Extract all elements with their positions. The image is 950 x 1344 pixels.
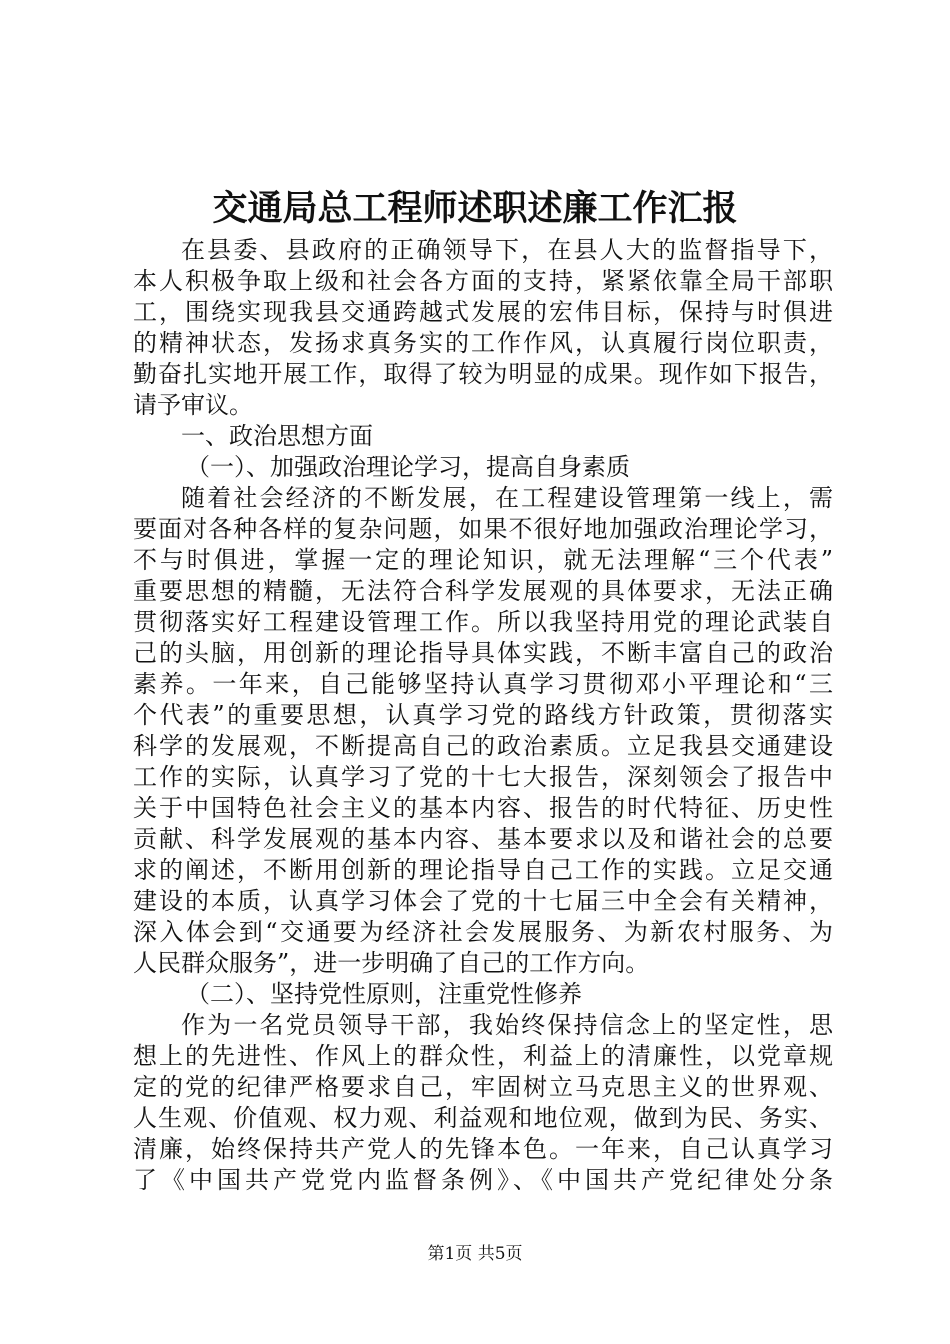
body-line: 不与时俱进，掌握一定的理论知识，就无法理解“三个代表”: [133, 546, 833, 574]
body-line: 人民群众服务”，进一步明确了自己的工作方向。: [133, 949, 650, 977]
body-line: 重要思想的精髓，无法符合科学发展观的具体要求，无法正确: [133, 577, 833, 605]
body-line: 作为一名党员领导干部，我始终保持信念上的坚定性，思: [181, 1011, 833, 1039]
body-line: 勤奋扎实地开展工作，取得了较为明显的成果。现作如下报告，: [133, 360, 833, 388]
body-line: 关于中国特色社会主义的基本内容、报告的时代特征、历史性: [133, 794, 833, 822]
body-line: 要面对各种各样的复杂问题，如果不很好地加强政治理论学习，: [133, 515, 833, 543]
subsection-heading: （二）、坚持党性原则，注重党性修养: [186, 980, 582, 1008]
body-line: 求的阐述，不断用创新的理论指导自己工作的实践。立足交通: [133, 856, 833, 884]
body-line: 工作的实际，认真学习了党的十七大报告，深刻领会了报告中: [133, 763, 833, 791]
body-line: 深入体会到“交通要为经济社会发展服务、为新农村服务、为: [133, 918, 833, 946]
body-line: 贯彻落实好工程建设管理工作。所以我坚持用党的理论武装自: [133, 608, 833, 636]
body-line: 本人积极争取上级和社会各方面的支持，紧紧依靠全局干部职: [133, 267, 833, 295]
body-line: 的精神状态，发扬求真务实的工作作风，认真履行岗位职责，: [133, 329, 833, 357]
body-line: 科学的发展观，不断提高自己的政治素质。立足我县交通建设: [133, 732, 833, 760]
body-line: 请予审议。: [133, 391, 253, 419]
body-line: 随着社会经济的不断发展，在工程建设管理第一线上，需: [181, 484, 833, 512]
section-heading: 一、政治思想方面: [181, 422, 373, 450]
body-line: 在县委、县政府的正确领导下，在县人大的监督指导下，: [181, 236, 833, 264]
body-line: 了《中国共产党党内监督条例》、《中国共产党纪律处分条: [133, 1166, 833, 1194]
body-line: 个代表”的重要思想，认真学习党的路线方针政策，贯彻落实: [133, 701, 833, 729]
document-title: 交通局总工程师述职述廉工作汇报: [212, 188, 738, 229]
body-line: 清廉，始终保持共产党人的先锋本色。一年来，自己认真学习: [133, 1135, 833, 1163]
body-line: 建设的本质，认真学习体会了党的十七届三中全会有关精神，: [133, 887, 833, 915]
subsection-heading: （一）、加强政治理论学习，提高自身素质: [186, 453, 630, 481]
body-line: 素养。一年来，自己能够坚持认真学习贯彻邓小平理论和“三: [133, 670, 833, 698]
body-line: 己的头脑，用创新的理论指导具体实践，不断丰富自己的政治: [133, 639, 833, 667]
page-number-footer: 第1页 共5页: [427, 1244, 523, 1264]
body-line: 人生观、价值观、权力观、利益观和地位观，做到为民、务实、: [133, 1104, 833, 1132]
body-line: 贡献、科学发展观的基本内容、基本要求以及和谐社会的总要: [133, 825, 833, 853]
body-line: 想上的先进性、作风上的群众性，利益上的清廉性，以党章规: [133, 1042, 833, 1070]
body-line: 工，围绕实现我县交通跨越式发展的宏伟目标，保持与时俱进: [133, 298, 833, 326]
body-line: 定的党的纪律严格要求自己，牢固树立马克思主义的世界观、: [133, 1073, 833, 1101]
